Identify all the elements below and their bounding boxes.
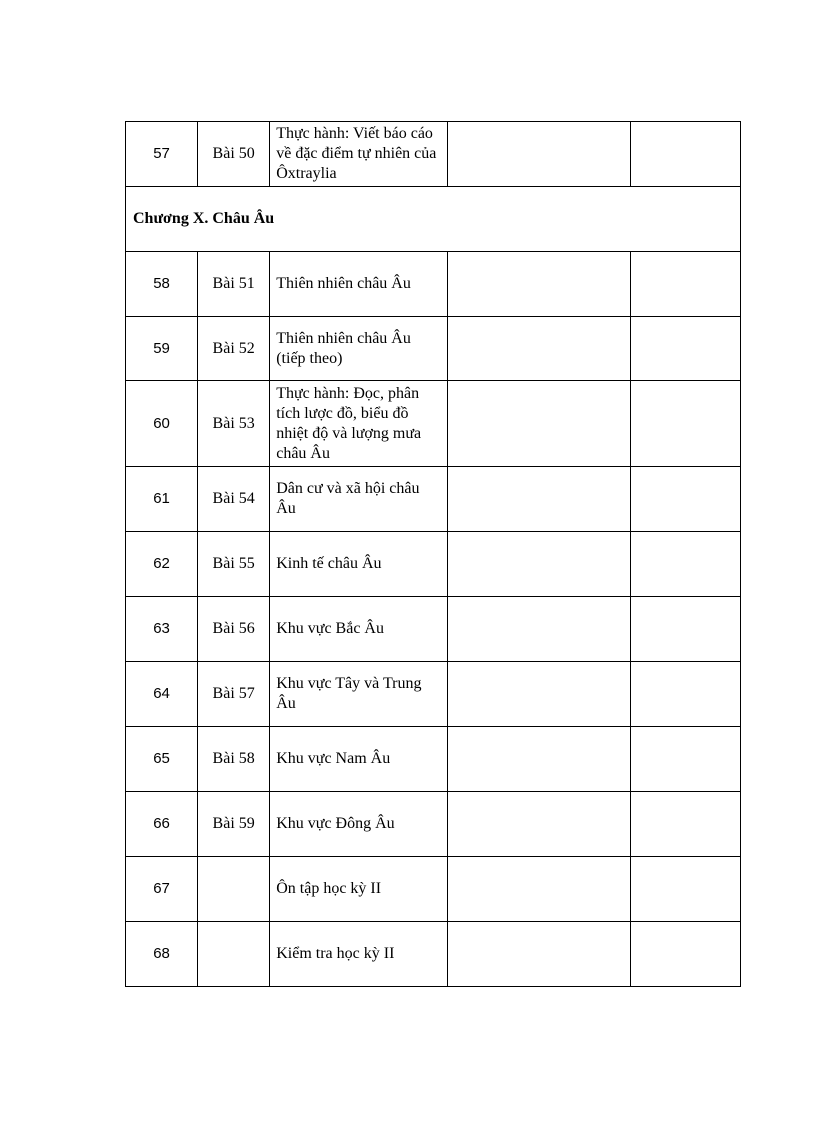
empty-cell: [447, 597, 630, 662]
empty-cell: [447, 381, 630, 467]
empty-cell: [447, 662, 630, 727]
chapter-row: [126, 187, 741, 252]
period-number: 63: [126, 597, 198, 662]
period-number: 65: [126, 727, 198, 792]
lesson-code: [198, 857, 270, 922]
table-row: [126, 597, 741, 662]
empty-cell: [447, 727, 630, 792]
empty-cell: [447, 467, 630, 532]
table-row: [126, 122, 741, 187]
empty-cell: [447, 857, 630, 922]
empty-cell: [630, 857, 740, 922]
empty-cell: [447, 252, 630, 317]
table-row: [126, 922, 741, 987]
lesson-title: Thực hành: Đọc, phân tích lược đồ, biểu đồ nhiệt độ và lượng mưa châu Âu: [270, 381, 447, 467]
lesson-code: Bài 52: [198, 317, 270, 381]
period-number: 60: [126, 381, 198, 467]
period-number: 59: [126, 317, 198, 381]
empty-cell: [630, 792, 740, 857]
empty-cell: [630, 662, 740, 727]
lesson-code: Bài 56: [198, 597, 270, 662]
lesson-title: Kinh tế châu Âu: [270, 532, 447, 597]
table-row: [126, 317, 741, 381]
lesson-title: Ôn tập học kỳ II: [270, 857, 447, 922]
period-number: 61: [126, 467, 198, 532]
empty-cell: [630, 727, 740, 792]
table-row: [126, 532, 741, 597]
table-body: [126, 122, 741, 987]
lesson-code: Bài 55: [198, 532, 270, 597]
lesson-code: Bài 51: [198, 252, 270, 317]
period-number: 58: [126, 252, 198, 317]
table-row: [126, 662, 741, 727]
table-row: [126, 381, 741, 467]
table-row: [126, 792, 741, 857]
empty-cell: [630, 597, 740, 662]
empty-cell: [447, 922, 630, 987]
lesson-code: Bài 59: [198, 792, 270, 857]
empty-cell: [447, 317, 630, 381]
period-number: 64: [126, 662, 198, 727]
lesson-title: Kiểm tra học kỳ II: [270, 922, 447, 987]
table-row: [126, 857, 741, 922]
lesson-title: Thiên nhiên châu Âu: [270, 252, 447, 317]
empty-cell: [630, 122, 740, 187]
lesson-code: Bài 53: [198, 381, 270, 467]
lesson-code: Bài 57: [198, 662, 270, 727]
chapter-heading: Chương X. Châu Âu: [126, 187, 741, 252]
lesson-title: Thiên nhiên châu Âu (tiếp theo): [270, 317, 447, 381]
period-number: 62: [126, 532, 198, 597]
table-row: [126, 467, 741, 532]
period-number: 66: [126, 792, 198, 857]
empty-cell: [630, 381, 740, 467]
table-row: [126, 252, 741, 317]
empty-cell: [630, 317, 740, 381]
curriculum-table: [125, 121, 741, 987]
period-number: 68: [126, 922, 198, 987]
lesson-title: Khu vực Bắc Âu: [270, 597, 447, 662]
empty-cell: [630, 467, 740, 532]
lesson-title: Thực hành: Viết báo cáo về đặc điểm tự nhiên của Ôxtraylia: [270, 122, 447, 187]
period-number: 57: [126, 122, 198, 187]
empty-cell: [447, 792, 630, 857]
empty-cell: [630, 922, 740, 987]
table-row: [126, 727, 741, 792]
lesson-code: Bài 54: [198, 467, 270, 532]
lesson-title: Khu vực Đông Âu: [270, 792, 447, 857]
lesson-title: Dân cư và xã hội châu Âu: [270, 467, 447, 532]
empty-cell: [447, 532, 630, 597]
empty-cell: [630, 252, 740, 317]
empty-cell: [630, 532, 740, 597]
lesson-code: Bài 50: [198, 122, 270, 187]
lesson-title: Khu vực Tây và Trung Âu: [270, 662, 447, 727]
empty-cell: [447, 122, 630, 187]
lesson-title: Khu vực Nam Âu: [270, 727, 447, 792]
lesson-code: Bài 58: [198, 727, 270, 792]
lesson-code: [198, 922, 270, 987]
period-number: 67: [126, 857, 198, 922]
